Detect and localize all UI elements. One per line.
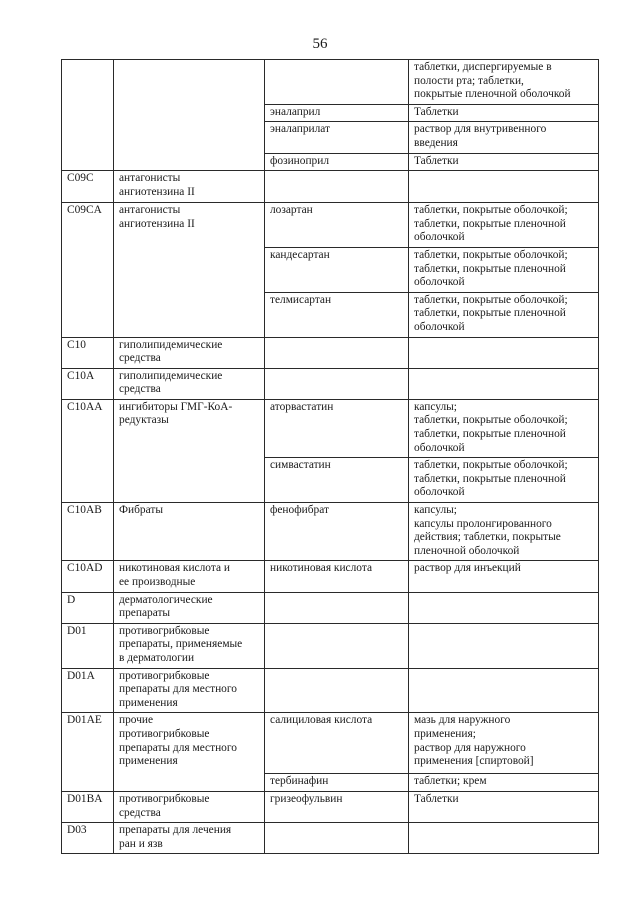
- table-cell: [62, 668, 114, 713]
- cell-text: таблетки, диспергируемые в полости рта; таблетки, покрытые пленочной оболочкой: [414, 61, 571, 101]
- cell-text: никотиновая кислота: [270, 562, 373, 575]
- cell-text: препараты для лечения ран и язв: [119, 824, 232, 850]
- table-cell: [265, 592, 409, 623]
- cell-text: дерматологические препараты: [119, 593, 213, 620]
- cell-text: Таблетки: [414, 792, 459, 805]
- table-cell: [114, 592, 265, 623]
- table-row: [62, 791, 599, 822]
- table-cell: [265, 668, 409, 713]
- cell-text: прочие противогрибковые препараты для местного применения: [119, 714, 237, 768]
- table-cell: [409, 203, 599, 248]
- cell-text: C10AA: [67, 400, 103, 413]
- table-row: [62, 171, 599, 203]
- cell-text: фозиноприл: [270, 154, 330, 167]
- table-cell: [409, 668, 599, 713]
- table-cell: [409, 592, 599, 623]
- cell-text: таблетки, покрытые оболочкой; таблетки, покрытые пленочной оболочкой: [414, 459, 568, 499]
- cell-text: D: [67, 593, 76, 606]
- table-cell: [62, 399, 114, 502]
- table-row: [62, 623, 599, 668]
- table-row: [62, 592, 599, 623]
- table-row: [62, 713, 599, 774]
- table-cell: [62, 791, 114, 822]
- table-cell: [265, 337, 409, 368]
- cell-text: эналаприл: [270, 105, 321, 118]
- cell-text: раствор для инъекций: [414, 562, 521, 575]
- table-cell: [409, 561, 599, 592]
- table-row: [62, 503, 599, 561]
- cell-text: C10AD: [67, 562, 103, 575]
- cell-text: таблетки, покрытые оболочкой; таблетки, покрытые пленочной оболочкой: [414, 204, 568, 244]
- cell-text: D01A: [67, 669, 95, 682]
- table-cell: [409, 823, 599, 854]
- table-row: [62, 203, 599, 248]
- table-cell: [114, 668, 265, 713]
- cell-text: D03: [67, 824, 87, 837]
- cell-text: D01: [67, 624, 87, 637]
- table-cell: [114, 561, 265, 592]
- table-row: [62, 399, 599, 457]
- cell-text: аторвастатин: [270, 400, 334, 413]
- table-cell: [409, 104, 599, 122]
- table-cell: [62, 203, 114, 337]
- table-cell: [62, 823, 114, 854]
- table-cell: [409, 623, 599, 668]
- cell-text: Таблетки: [414, 154, 459, 167]
- table-cell: [114, 791, 265, 822]
- table-cell: [265, 791, 409, 822]
- table-cell: [114, 368, 265, 399]
- table-cell: [114, 503, 265, 561]
- table-cell: [265, 458, 409, 503]
- cell-text: раствор для внутривенного введения: [414, 123, 547, 149]
- cell-text: таблетки, покрытые оболочкой; таблетки, покрытые пленочной оболочкой: [414, 248, 568, 289]
- table-cell: [62, 171, 114, 203]
- table-cell: [409, 774, 599, 792]
- table-row: [62, 368, 599, 399]
- cell-text: мазь для наружного применения; раствор для наружного применения [спиртовой]: [414, 714, 534, 768]
- table-cell: [114, 337, 265, 368]
- table-cell: [409, 247, 599, 292]
- table-row: [62, 823, 599, 854]
- table-cell: [265, 623, 409, 668]
- table-cell: [265, 774, 409, 792]
- cell-text: C10A: [67, 369, 95, 382]
- table-cell: [114, 203, 265, 337]
- table-cell: [265, 171, 409, 203]
- table-cell: [114, 399, 265, 502]
- cell-text: телмисартан: [270, 293, 332, 306]
- table-body: [62, 60, 599, 854]
- cell-text: капсулы; капсулы пролонгированного действия; таблетки, покрытые пленочной оболочкой: [414, 504, 561, 557]
- table-cell: [62, 561, 114, 592]
- cell-text: Фибраты: [119, 504, 163, 517]
- cell-text: противогрибковые средства: [119, 792, 210, 819]
- cell-text: гризеофульвин: [270, 792, 343, 805]
- table-row: [62, 337, 599, 368]
- table-cell: [114, 623, 265, 668]
- cell-text: таблетки; крем: [414, 775, 487, 788]
- cell-text: противогрибковые препараты для местного применения: [119, 669, 237, 709]
- table-cell: [409, 292, 599, 337]
- table-cell: [265, 561, 409, 592]
- table-cell: [265, 368, 409, 399]
- cell-text: C09C: [67, 172, 94, 185]
- table-cell: [114, 823, 265, 854]
- cell-text: капсулы; таблетки, покрытые оболочкой; таблетки, покрытые пленочной оболочкой: [414, 400, 568, 454]
- table-cell: [62, 713, 114, 792]
- cell-text: C10AB: [67, 504, 102, 517]
- cell-text: противогрибковые препараты, применяемые в дерматологии: [119, 624, 243, 664]
- table-cell: [265, 60, 409, 105]
- cell-text: антагонисты ангиотензина II: [119, 204, 195, 230]
- table-cell: [409, 60, 599, 105]
- table-cell: [62, 592, 114, 623]
- table-cell: [114, 60, 265, 171]
- cell-text: гиполипидемические средства: [119, 338, 223, 365]
- cell-text: антагонисты ангиотензина II: [119, 172, 195, 198]
- table-cell: [265, 153, 409, 171]
- table-cell: [62, 623, 114, 668]
- cell-text: ингибиторы ГМГ-КоА- редуктазы: [119, 400, 233, 427]
- table-cell: [265, 122, 409, 153]
- cell-text: таблетки, покрытые оболочкой; таблетки, покрытые пленочной оболочкой: [414, 293, 568, 333]
- table-row: [62, 668, 599, 713]
- table-row: [62, 561, 599, 592]
- table-cell: [265, 503, 409, 561]
- cell-text: D01BA: [67, 792, 103, 805]
- table-cell: [265, 399, 409, 457]
- table-cell: [62, 503, 114, 561]
- table-cell: [409, 713, 599, 774]
- cell-text: кандесартан: [270, 248, 330, 261]
- cell-text: D01AE: [67, 714, 102, 727]
- table-cell: [114, 171, 265, 203]
- cell-text: гиполипидемические средства: [119, 369, 223, 396]
- table-cell: [265, 104, 409, 122]
- cell-text: лозартан: [270, 204, 313, 217]
- table-cell: [265, 823, 409, 854]
- table-cell: [409, 368, 599, 399]
- table-cell: [409, 337, 599, 368]
- cell-text: тербинафин: [270, 775, 329, 788]
- page-number: 56: [312, 36, 328, 52]
- table-cell: [409, 791, 599, 822]
- cell-text: C09CA: [67, 204, 102, 217]
- table-cell: [409, 153, 599, 171]
- table-cell: [409, 122, 599, 153]
- table-cell: [114, 713, 265, 792]
- table-cell: [409, 171, 599, 203]
- table-cell: [409, 503, 599, 561]
- table-cell: [265, 247, 409, 292]
- cell-text: симвастатин: [270, 459, 331, 472]
- table-cell: [265, 203, 409, 248]
- cell-text: никотиновая кислота и ее производные: [119, 562, 230, 588]
- table-cell: [265, 713, 409, 774]
- cell-text: C10: [67, 338, 86, 351]
- table-cell: [62, 60, 114, 171]
- drug-table: [61, 59, 599, 854]
- cell-text: эналаприлат: [270, 123, 331, 136]
- cell-text: салициловая кислота: [270, 714, 373, 727]
- cell-text: фенофибрат: [270, 504, 329, 517]
- table-cell: [409, 458, 599, 503]
- table-row: [62, 60, 599, 105]
- table-cell: [265, 292, 409, 337]
- cell-text: Таблетки: [414, 105, 459, 118]
- table-cell: [409, 399, 599, 457]
- table-cell: [62, 337, 114, 368]
- table-cell: [62, 368, 114, 399]
